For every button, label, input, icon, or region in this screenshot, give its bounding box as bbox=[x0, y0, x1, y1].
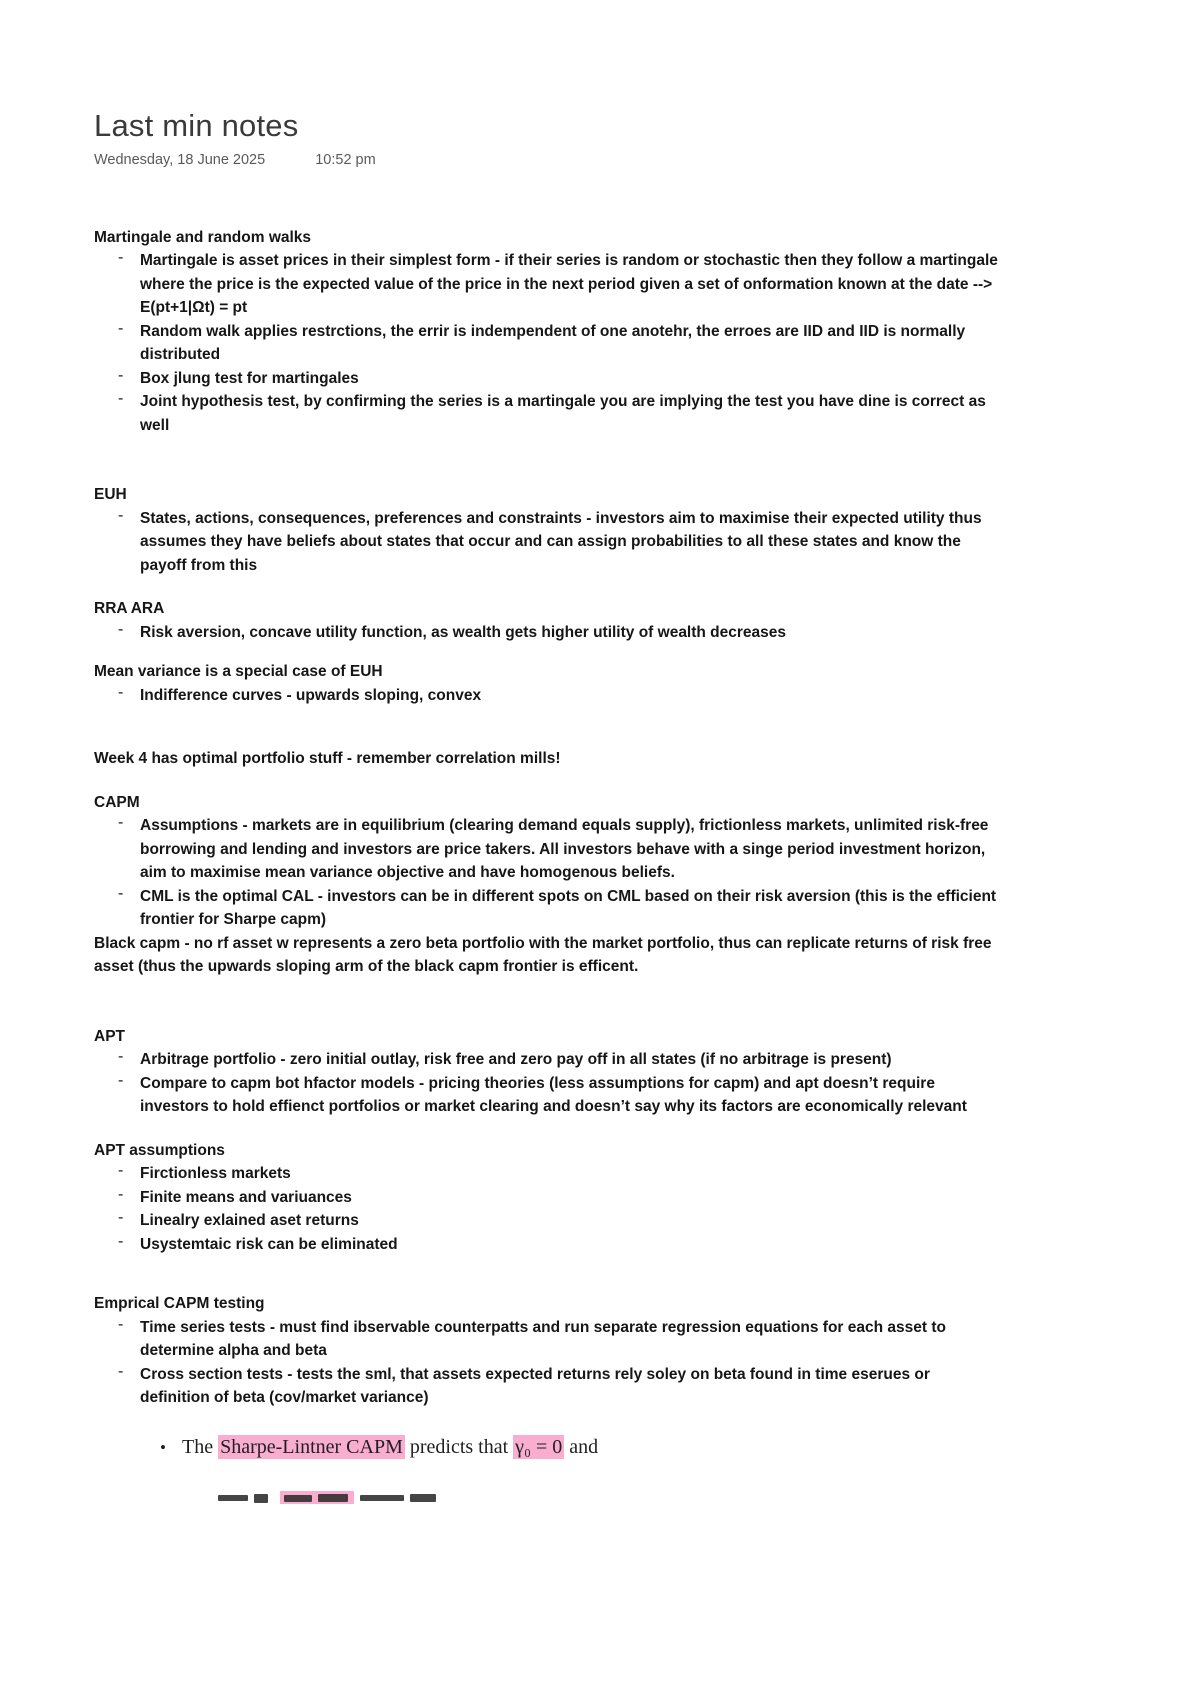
dash-marker: - bbox=[118, 1232, 124, 1250]
bullet-text: Time series tests - must find ibservable counterpatts and run separate regression equations for each asset to determine alpha and beta bbox=[140, 1318, 946, 1360]
bullet-item bbox=[118, 1072, 1002, 1119]
bullet-text: States, actions, consequences, preferences and constraints - investors aim to maximise their expected utility thus assumes they have beliefs about states that occur and can assign probabilities to all these states and know the payoff from this bbox=[140, 509, 982, 574]
bullet-item bbox=[118, 1233, 1002, 1257]
bullet-item bbox=[118, 885, 1002, 932]
bullet-item bbox=[118, 507, 1002, 578]
dash-marker: - bbox=[118, 1362, 124, 1380]
highlight-sharpe-lintner-capm: Sharpe-Lintner CAPM bbox=[220, 1435, 403, 1458]
dash-marker: - bbox=[118, 1209, 124, 1227]
heading-mean-variance: Mean variance is a special case of EUH bbox=[94, 663, 383, 681]
dash-marker: - bbox=[118, 683, 124, 701]
bullet-item bbox=[118, 320, 1002, 367]
excerpt-fragment: predicts that bbox=[404, 1435, 514, 1458]
heading-capm: CAPM bbox=[94, 793, 140, 811]
dash-marker: - bbox=[118, 1185, 124, 1203]
bullet-item bbox=[118, 1048, 1002, 1072]
excerpt-bullet-dot: • bbox=[160, 1437, 166, 1457]
bullet-item bbox=[118, 1162, 1002, 1186]
bullet-item bbox=[118, 814, 1002, 885]
note-content bbox=[94, 108, 1002, 1504]
heading-apt-assumptions: APT assumptions bbox=[94, 1141, 225, 1159]
dash-marker: - bbox=[118, 884, 124, 902]
bullet-item bbox=[118, 684, 1002, 708]
dash-marker: - bbox=[118, 1048, 124, 1066]
bullet-text: Risk aversion, concave utility function, as wealth gets higher utility of wealth decreases bbox=[140, 623, 787, 641]
week4-note bbox=[94, 747, 1002, 771]
page-title: Last min notes bbox=[94, 108, 299, 143]
section-empirical-capm bbox=[94, 1292, 1002, 1410]
cutoff-line bbox=[218, 1491, 538, 1504]
excerpt-text bbox=[182, 1434, 598, 1460]
section-mean-variance bbox=[94, 660, 1002, 707]
dash-marker: - bbox=[118, 249, 124, 267]
section-apt bbox=[94, 1025, 1002, 1119]
bullet-text: Linealry exlained aset returns bbox=[140, 1212, 359, 1230]
excerpt-fragment: The bbox=[182, 1435, 219, 1458]
heading-apt: APT bbox=[94, 1027, 125, 1045]
cutoff-text-fragment bbox=[284, 1495, 312, 1502]
section-apt-assumptions bbox=[94, 1139, 1002, 1257]
bullet-item bbox=[118, 1186, 1002, 1210]
dash-marker: - bbox=[118, 366, 124, 384]
dash-marker: - bbox=[118, 506, 124, 524]
bullet-text: Firctionless markets bbox=[140, 1165, 291, 1183]
bullet-item bbox=[118, 1363, 1002, 1410]
note-date: Wednesday, 18 June 2025 bbox=[94, 151, 266, 168]
dash-marker: - bbox=[118, 1071, 124, 1089]
black-capm-paragraph: Black capm - no rf asset w represents a zero beta portfolio with the market portfolio, thus can replicate returns of risk free asset (thus the upwards sloping arm of the black capm frontier is efficent. bbox=[94, 934, 992, 976]
cutoff-text-fragment bbox=[318, 1494, 348, 1502]
bullet-item bbox=[118, 1316, 1002, 1363]
bullet-text: Cross section tests - tests the sml, that assets expected returns rely soley on beta found in time eserues or definition of beta (cov/market variance) bbox=[140, 1365, 930, 1407]
note-meta bbox=[94, 152, 1002, 168]
bullet-text: Indifference curves - upwards sloping, convex bbox=[140, 686, 482, 704]
bullet-item bbox=[118, 1209, 1002, 1233]
section-capm bbox=[94, 791, 1002, 979]
highlight-gamma-zero: γ₀ = 0 bbox=[515, 1435, 563, 1458]
bullet-text: Finite means and variuances bbox=[140, 1188, 352, 1206]
section-rra-ara bbox=[94, 597, 1002, 644]
bullet-text: Assumptions - markets are in equilibrium (clearing demand equals supply), frictionless markets, unlimited risk-free borrowing and lending and investors are price takers. All investors behave with a singe period investment horizon, aim to maximise mean variance objective and have homogenous beliefs. bbox=[140, 817, 989, 882]
bullet-text: Joint hypothesis test, by confirming the series is a martingale you are implying the test you have dine is correct as well bbox=[140, 393, 986, 434]
dash-marker: - bbox=[118, 1315, 124, 1333]
week4-text: Week 4 has optimal portfolio stuff - remember correlation mills! bbox=[94, 750, 561, 768]
dash-marker: - bbox=[118, 620, 124, 638]
dash-marker: - bbox=[118, 1162, 124, 1180]
bullet-text: Usystemtaic risk can be eliminated bbox=[140, 1235, 398, 1253]
bullet-text: Box jlung test for martingales bbox=[140, 369, 359, 387]
cutoff-text-fragment bbox=[254, 1494, 268, 1503]
cutoff-text-fragment bbox=[410, 1494, 436, 1502]
bullet-text: CML is the optimal CAL - investors can be in different spots on CML based on their risk aversion (this is the efficient frontier for Sharpe capm) bbox=[140, 887, 997, 929]
note-time: 10:52 pm bbox=[315, 151, 376, 168]
section-martingale bbox=[94, 226, 1002, 438]
cutoff-text-fragment bbox=[360, 1495, 404, 1501]
bullet-text: Martingale is asset prices in their simplest form - if their series is random or stochastic then they follow a martingale where the price is the expected value of the price in the next period given a set of onformation known at the date --> E(pt+1|Ωt) = pt bbox=[140, 252, 998, 317]
heading-empirical-capm: Emprical CAPM testing bbox=[94, 1295, 265, 1313]
dash-marker: - bbox=[118, 319, 124, 337]
dash-marker: - bbox=[118, 814, 124, 832]
heading-rra-ara: RRA ARA bbox=[94, 600, 165, 618]
heading-euh: EUH bbox=[94, 486, 127, 504]
bullet-item bbox=[118, 621, 1002, 645]
bullet-item bbox=[118, 367, 1002, 391]
bullet-text: Arbitrage portfolio - zero initial outlay, risk free and zero pay off in all states (if no arbitrage is present) bbox=[140, 1051, 892, 1069]
cutoff-text-fragment bbox=[218, 1495, 248, 1501]
textbook-excerpt bbox=[160, 1434, 1002, 1461]
bullet-item bbox=[118, 249, 1002, 320]
dash-marker: - bbox=[118, 390, 124, 408]
heading-martingale: Martingale and random walks bbox=[94, 228, 312, 246]
excerpt-fragment: and bbox=[564, 1435, 599, 1458]
section-euh bbox=[94, 483, 1002, 577]
bullet-text: Random walk applies restrctions, the errir is indempendent of one anotehr, the erroes are IID and IID is normally distributed bbox=[140, 322, 966, 364]
bullet-item bbox=[118, 390, 1002, 437]
bullet-text: Compare to capm bot hfactor models - pricing theories (less assumptions for capm) and apt doesn’t require investors to hold effienct portfolios or market clearing and doesn’t say why its factors are economically relevant bbox=[140, 1074, 967, 1116]
